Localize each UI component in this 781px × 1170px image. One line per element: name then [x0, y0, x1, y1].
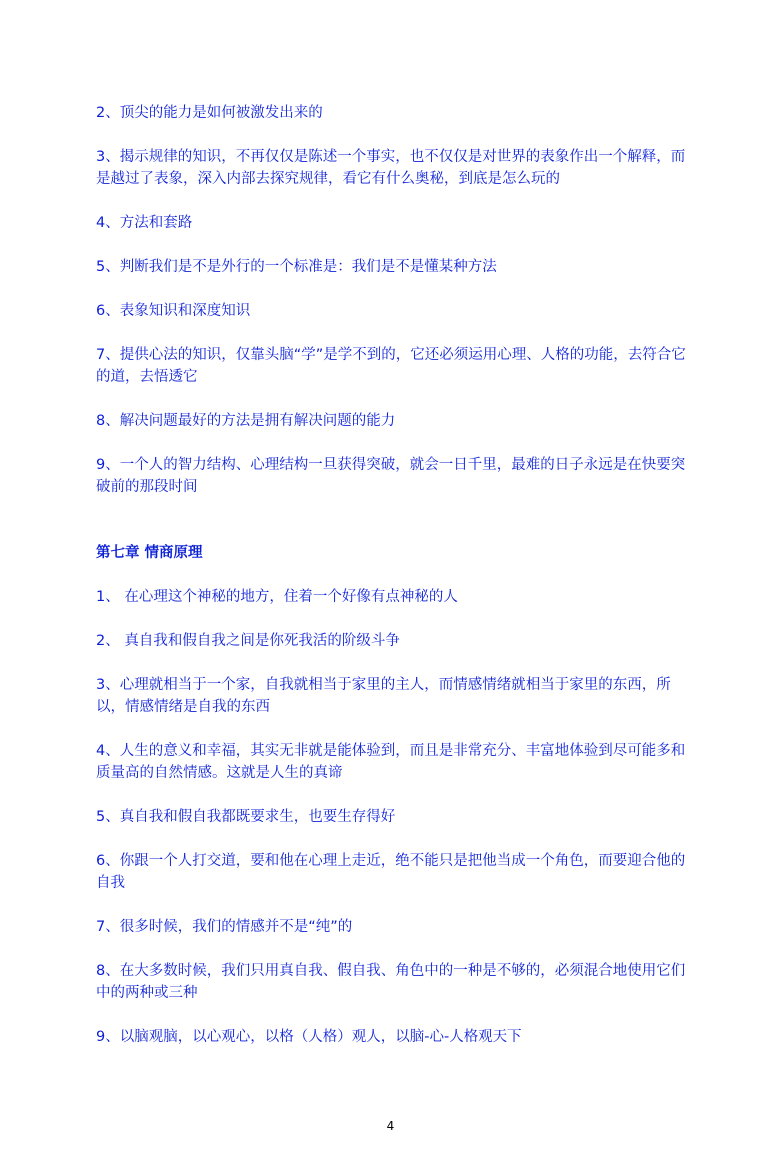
list-item: 6、你跟一个人打交道，要和他在心理上走近，绝不能只是把他当成一个角色，而要迎合他的自我: [96, 853, 686, 891]
list-item: 7、很多时候，我们的情感并不是“纯”的: [96, 919, 353, 935]
list-item: 1、 在心理这个神秘的地方，住着一个好像有点神秘的人: [96, 589, 458, 605]
list-item: 7、提供心法的知识，仅靠头脑“学”是学不到的，它还必须运用心理、人格的功能，去符合它的道，去悟透它: [96, 347, 686, 385]
page-number: 4: [386, 1119, 395, 1133]
list-item: 9、以脑观脑，以心观心，以格（人格）观人，以脑-心-人格观天下: [96, 1029, 522, 1045]
list-item: 5、判断我们是不是外行的一个标准是：我们是不是懂某种方法: [96, 259, 497, 275]
list-item: 8、在大多数时候，我们只用真自我、假自我、角色中的一种是不够的，必须混合地使用它们中的两种或三种: [96, 963, 686, 1001]
list-item: 6、表象知识和深度知识: [96, 303, 251, 319]
list-item: 9、一个人的智力结构、心理结构一旦获得突破，就会一日千里，最难的日子永远是在快要突破前的那段时间: [96, 457, 686, 495]
list-item: 3、心理就相当于一个家，自我就相当于家里的主人，而情感情绪就相当于家里的东西，所以，情感情绪是自我的东西: [96, 677, 671, 715]
list-item: 4、方法和套路: [96, 215, 193, 231]
list-item: 2、 真自我和假自我之间是你死我活的阶级斗争: [96, 633, 400, 649]
list-item: 5、真自我和假自我都既要求生，也要生存得好: [96, 809, 396, 825]
list-item: 2、顶尖的能力是如何被激发出来的: [96, 105, 323, 121]
list-item: 3、揭示规律的知识，不再仅仅是陈述一个事实，也不仅仅是对世界的表象作出一个解释，而是越过了表象，深入内部去探究规律，看它有什么奥秘，到底是怎么玩的: [96, 149, 686, 187]
list-item: 8、解决问题最好的方法是拥有解决问题的能力: [96, 413, 396, 429]
chapter-heading: 第七章 情商原理: [96, 545, 203, 561]
list-item: 4、人生的意义和幸福，其实无非就是能体验到，而且是非常充分、丰富地体验到尽可能多和质量高的自然情感。这就是人生的真谛: [96, 743, 686, 781]
